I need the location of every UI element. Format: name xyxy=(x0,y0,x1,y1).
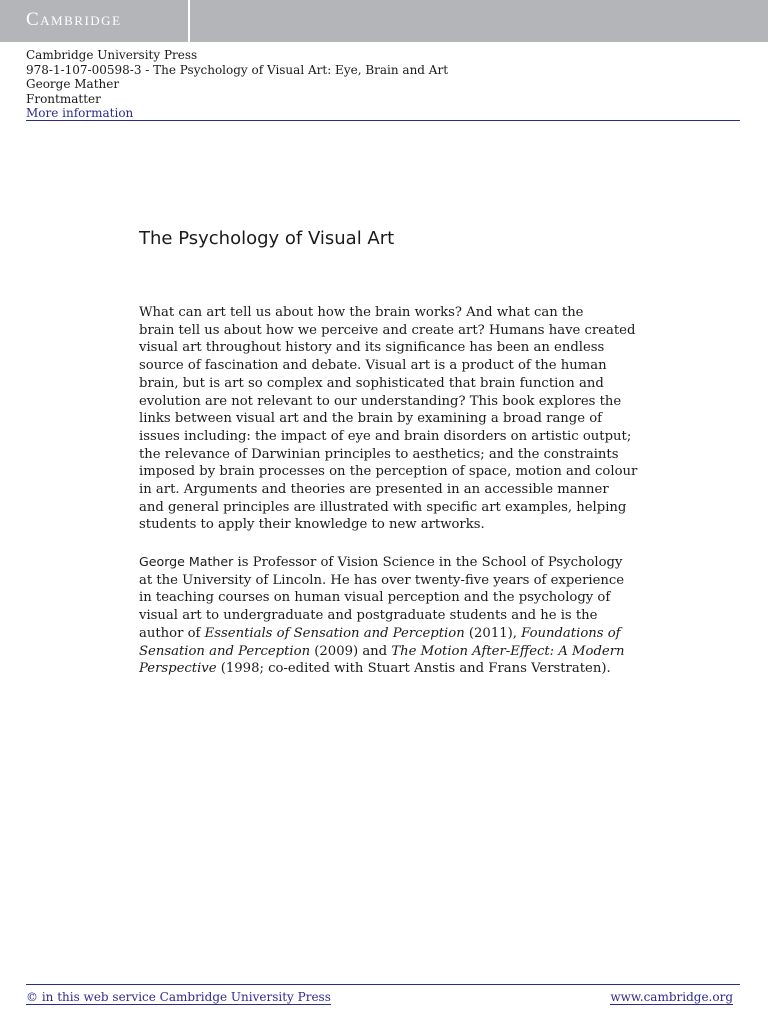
blurb-line: What can art tell us about how the brain works? And what can the xyxy=(139,305,584,320)
bio-line-4: visual art to undergraduate and postgraduate students and he is the xyxy=(139,608,598,624)
blurb-line: in art. Arguments and theories are presented in an accessible manner xyxy=(139,482,609,498)
blurb-line: brain, but is art so complex and sophisticated that brain function and xyxy=(139,375,604,391)
bottom-rule xyxy=(26,984,740,985)
work-title-foundations-a: Foundations of xyxy=(521,625,621,641)
blurb-line: links between visual art and the brain by examining a broad range of xyxy=(139,411,603,427)
author-name: George Mather xyxy=(139,554,234,569)
work-year-2009: (2009) and xyxy=(310,643,392,659)
more-information-link[interactable]: More information xyxy=(26,106,134,120)
author-bio xyxy=(139,553,649,678)
work-title-motion-b: Perspective xyxy=(139,661,217,677)
cambridge-logo: Cambridge xyxy=(26,9,122,30)
publisher-name: Cambridge University Press xyxy=(26,48,198,62)
work-title-essentials: Essentials of Sensation and Perception xyxy=(204,625,465,641)
header-bar xyxy=(0,0,768,42)
blurb-line: source of fascination and debate. Visual art is a product of the human xyxy=(139,358,607,374)
blurb-line: the relevance of Darwinian principles to aesthetics; and the constraints xyxy=(139,446,619,462)
blurb-line: visual art throughout history and its significance has been an endless xyxy=(139,340,605,356)
book-title: The Psychology of Visual Art xyxy=(139,228,395,249)
work-rest-1998: (1998; co-edited with Stuart Anstis and Frans Verstraten). xyxy=(216,661,611,677)
author-name-meta: George Mather xyxy=(26,77,120,91)
top-rule xyxy=(26,120,740,121)
section-name: Frontmatter xyxy=(26,91,101,106)
bio-line-5-start: author of xyxy=(139,625,205,641)
copyright-link[interactable]: © in this web service Cambridge University Press xyxy=(26,990,331,1004)
blurb-line: students to apply their knowledge to new artworks. xyxy=(139,517,485,533)
bio-line-2: at the University of Lincoln. He has over twenty-five years of experience xyxy=(139,572,625,588)
book-blurb xyxy=(139,304,649,534)
blurb-line: brain tell us about how we perceive and create art? Humans have created xyxy=(139,322,636,338)
blurb-line: and general principles are illustrated with specific art examples, helping xyxy=(139,499,627,515)
work-title-motion-a: The Motion After-Effect: A Modern xyxy=(391,643,625,659)
bio-line-1: is Professor of Vision Science in the School of Psychology xyxy=(233,555,623,570)
bio-line-3: in teaching courses on human visual perception and the psychology of xyxy=(139,590,611,606)
header-divider xyxy=(188,0,190,42)
blurb-line: issues including: the impact of eye and brain disorders on artistic output; xyxy=(139,428,632,444)
work-year-2011: (2011), xyxy=(464,625,522,641)
work-title-foundations-b: Sensation and Perception xyxy=(139,643,311,659)
blurb-line: evolution are not relevant to our understanding? This book explores the xyxy=(139,393,622,409)
book-metadata xyxy=(26,48,448,121)
isbn-title: 978-1-107-00598-3 - The Psychology of Visual Art: Eye, Brain and Art xyxy=(26,62,449,77)
cambridge-website-link[interactable]: www.cambridge.org xyxy=(610,990,733,1004)
blurb-line: imposed by brain processes on the perception of space, motion and colour xyxy=(139,464,638,480)
